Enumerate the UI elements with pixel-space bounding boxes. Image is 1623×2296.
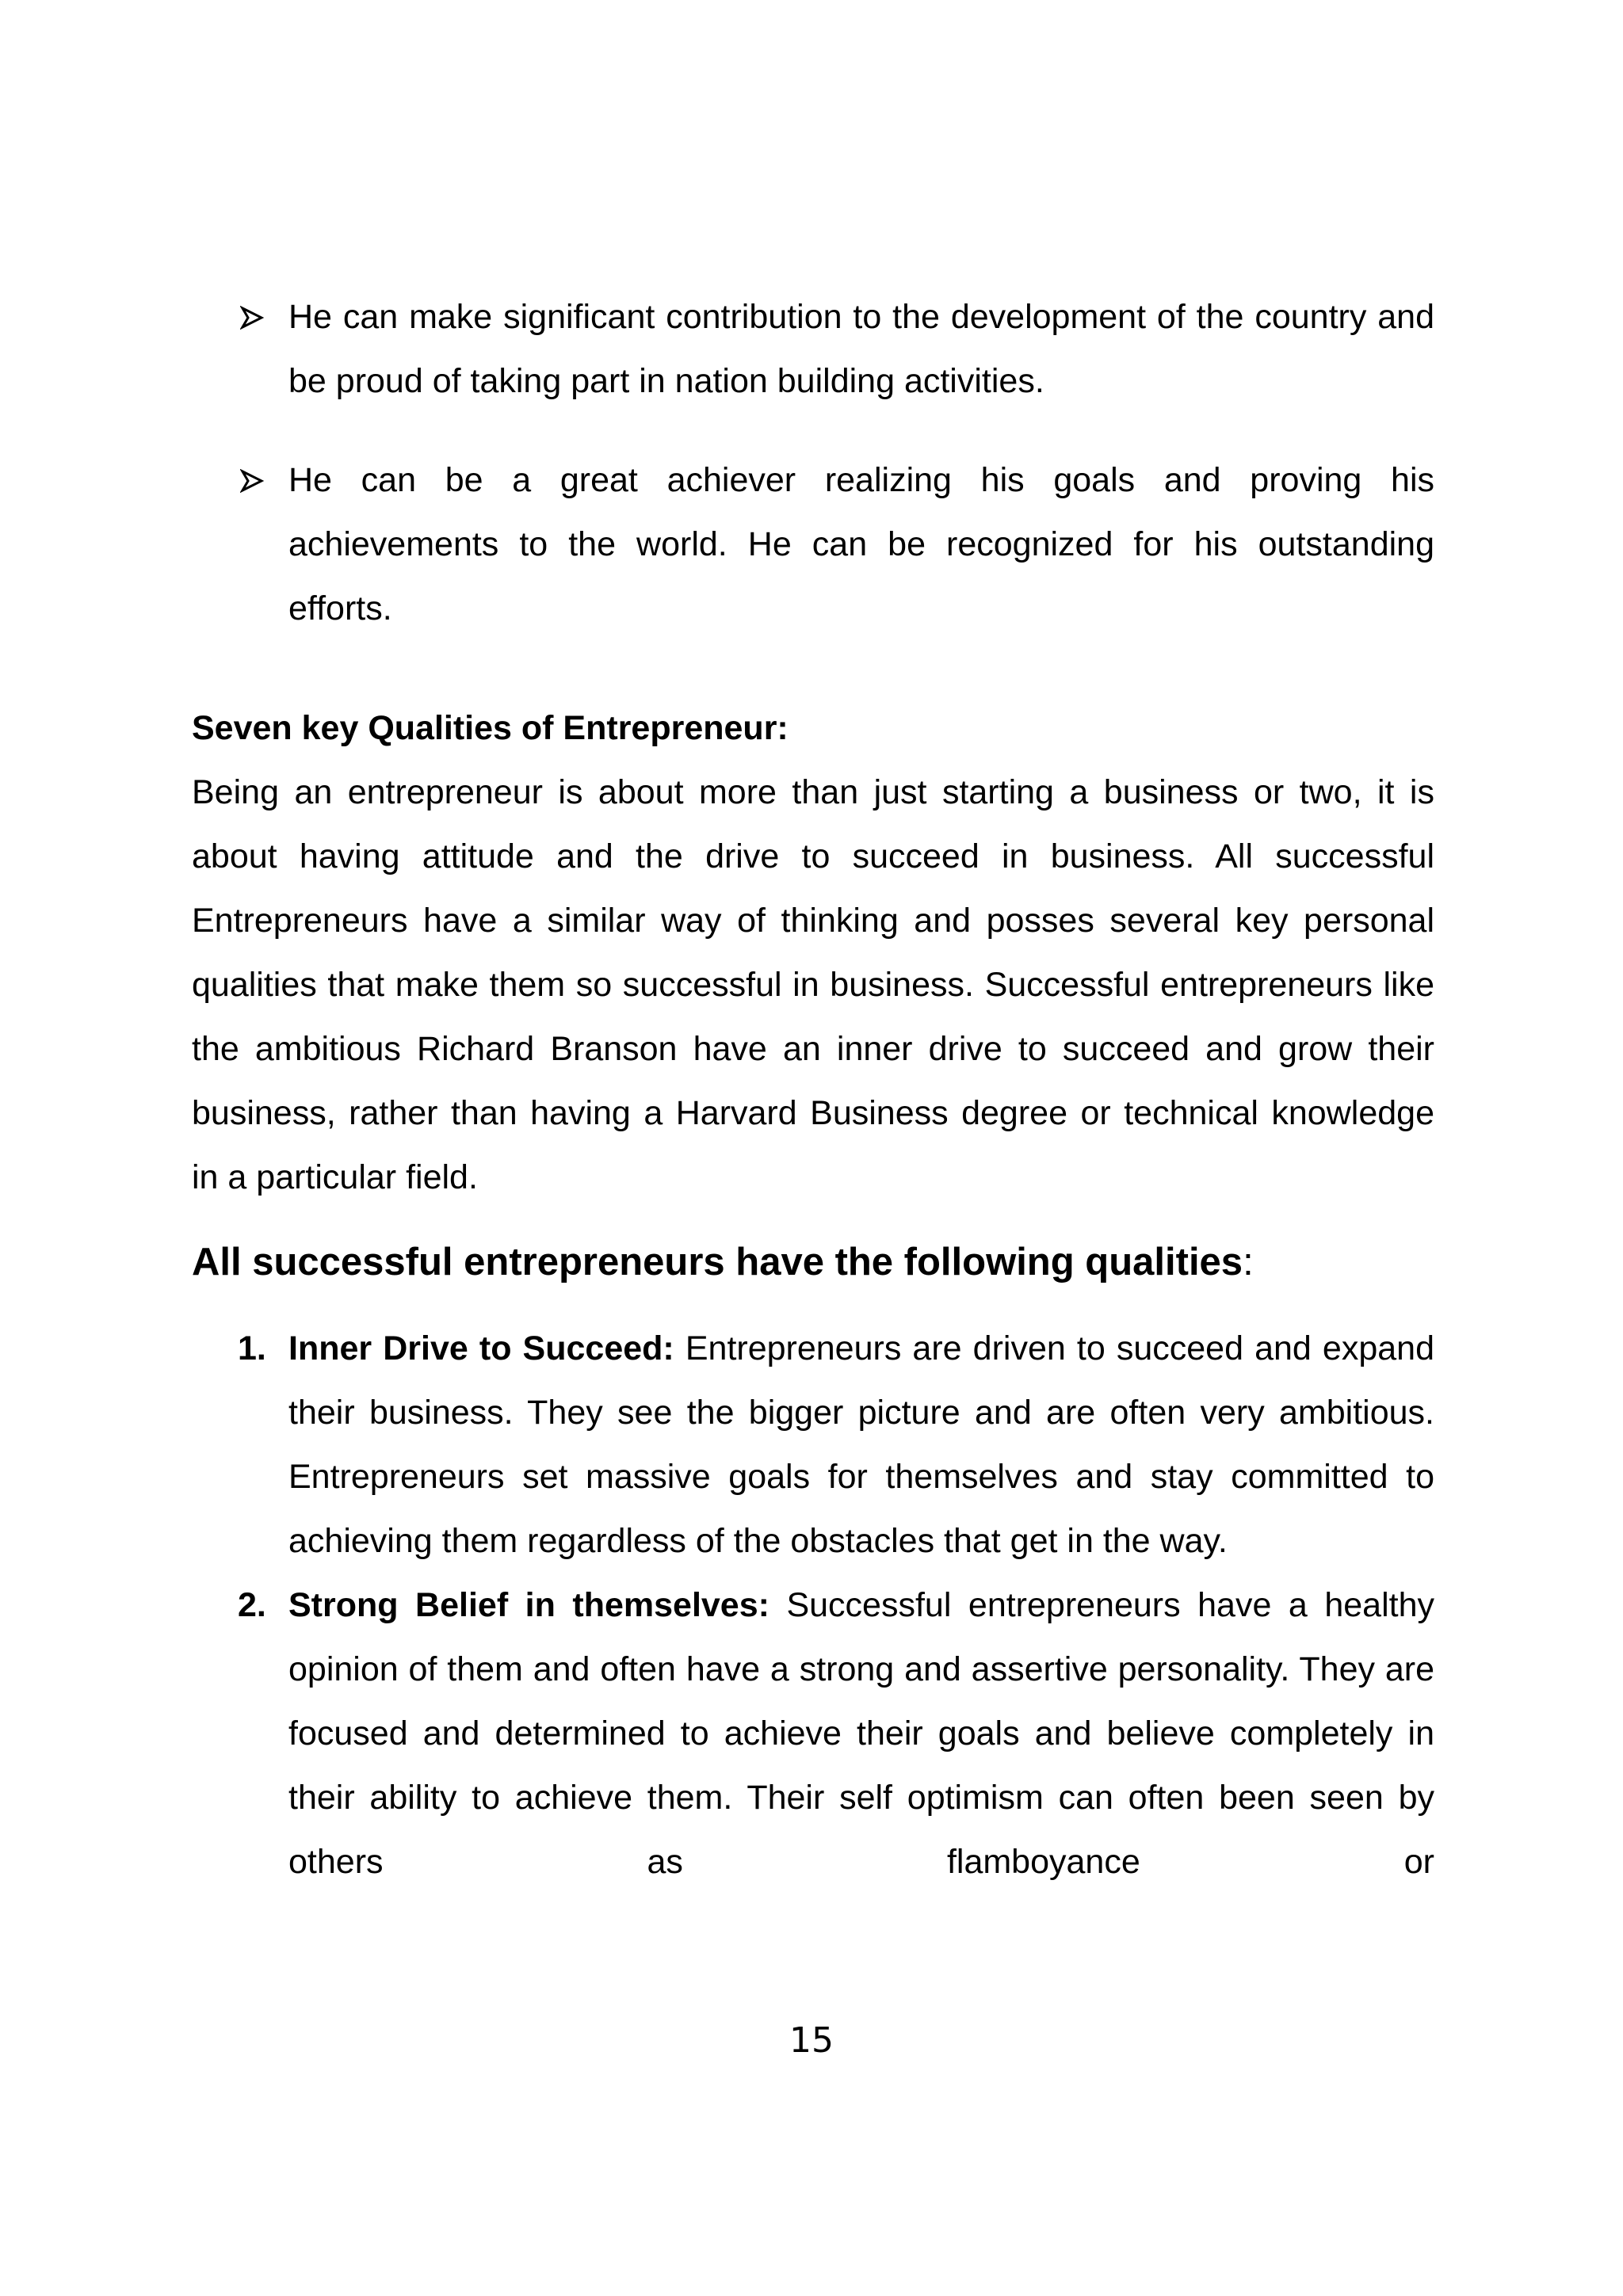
list-item-title: Inner Drive to Succeed:: [288, 1329, 674, 1367]
list-item: [192, 1573, 1434, 1894]
list-item-text: Successful entrepreneurs have a healthy opinion of them and often have a strong and assertive personality. They are focused and determined to achieve their goals and believe completely in their ability to achieve them. Their self optimism can often been seen by others as flamboyance or: [288, 1586, 1434, 1881]
list-item-number: 2.: [238, 1586, 266, 1624]
bullet-item: [192, 448, 1434, 641]
list-item: [192, 1317, 1434, 1573]
bullet-text: He can make significant contribution to the development of the country and be proud of taking part in nation building activities.: [288, 298, 1434, 400]
qualities-heading-colon: :: [1243, 1241, 1254, 1283]
bullet-list: [192, 285, 1434, 641]
bullet-item: [192, 285, 1434, 414]
bullet-text: He can be a great achiever realizing his goals and proving his achievements to the world. He can be recognized for his outstanding efforts.: [288, 461, 1434, 627]
list-item-title: Strong Belief in themselves:: [288, 1586, 769, 1624]
page-number: 15: [789, 2020, 834, 2061]
list-item-number: 1.: [238, 1329, 266, 1367]
section-title: Seven key Qualities of Entrepreneur:: [192, 709, 789, 747]
page-content: [192, 285, 1434, 1894]
qualities-heading: [192, 1230, 1434, 1295]
arrow-bullet-icon: [236, 285, 268, 349]
qualities-heading-text: All successful entrepreneurs have the following qualities: [192, 1241, 1243, 1283]
intro-paragraph: Being an entrepreneur is about more than just starting a business or two, it is about having attitude and the drive to succeed in business. All successful Entrepreneurs have a similar way of thinking and posses several key personal qualities that make them so successful in business. Successful entrepreneurs like the ambitious Richard Branson have an inner drive to succeed and grow their business, rather than having a Harvard Business degree or technical knowledge in a particular field.: [192, 773, 1434, 1196]
arrow-bullet-icon: [236, 448, 268, 513]
list-item-text: Entrepreneurs are driven to succeed and expand their business. They see the bigger picture and are often very ambitious. Entrepreneurs set massive goals for themselves and stay committed to achieving them regardless of the obstacles that get in the way.: [288, 1329, 1434, 1560]
qualities-list: [192, 1317, 1434, 1894]
